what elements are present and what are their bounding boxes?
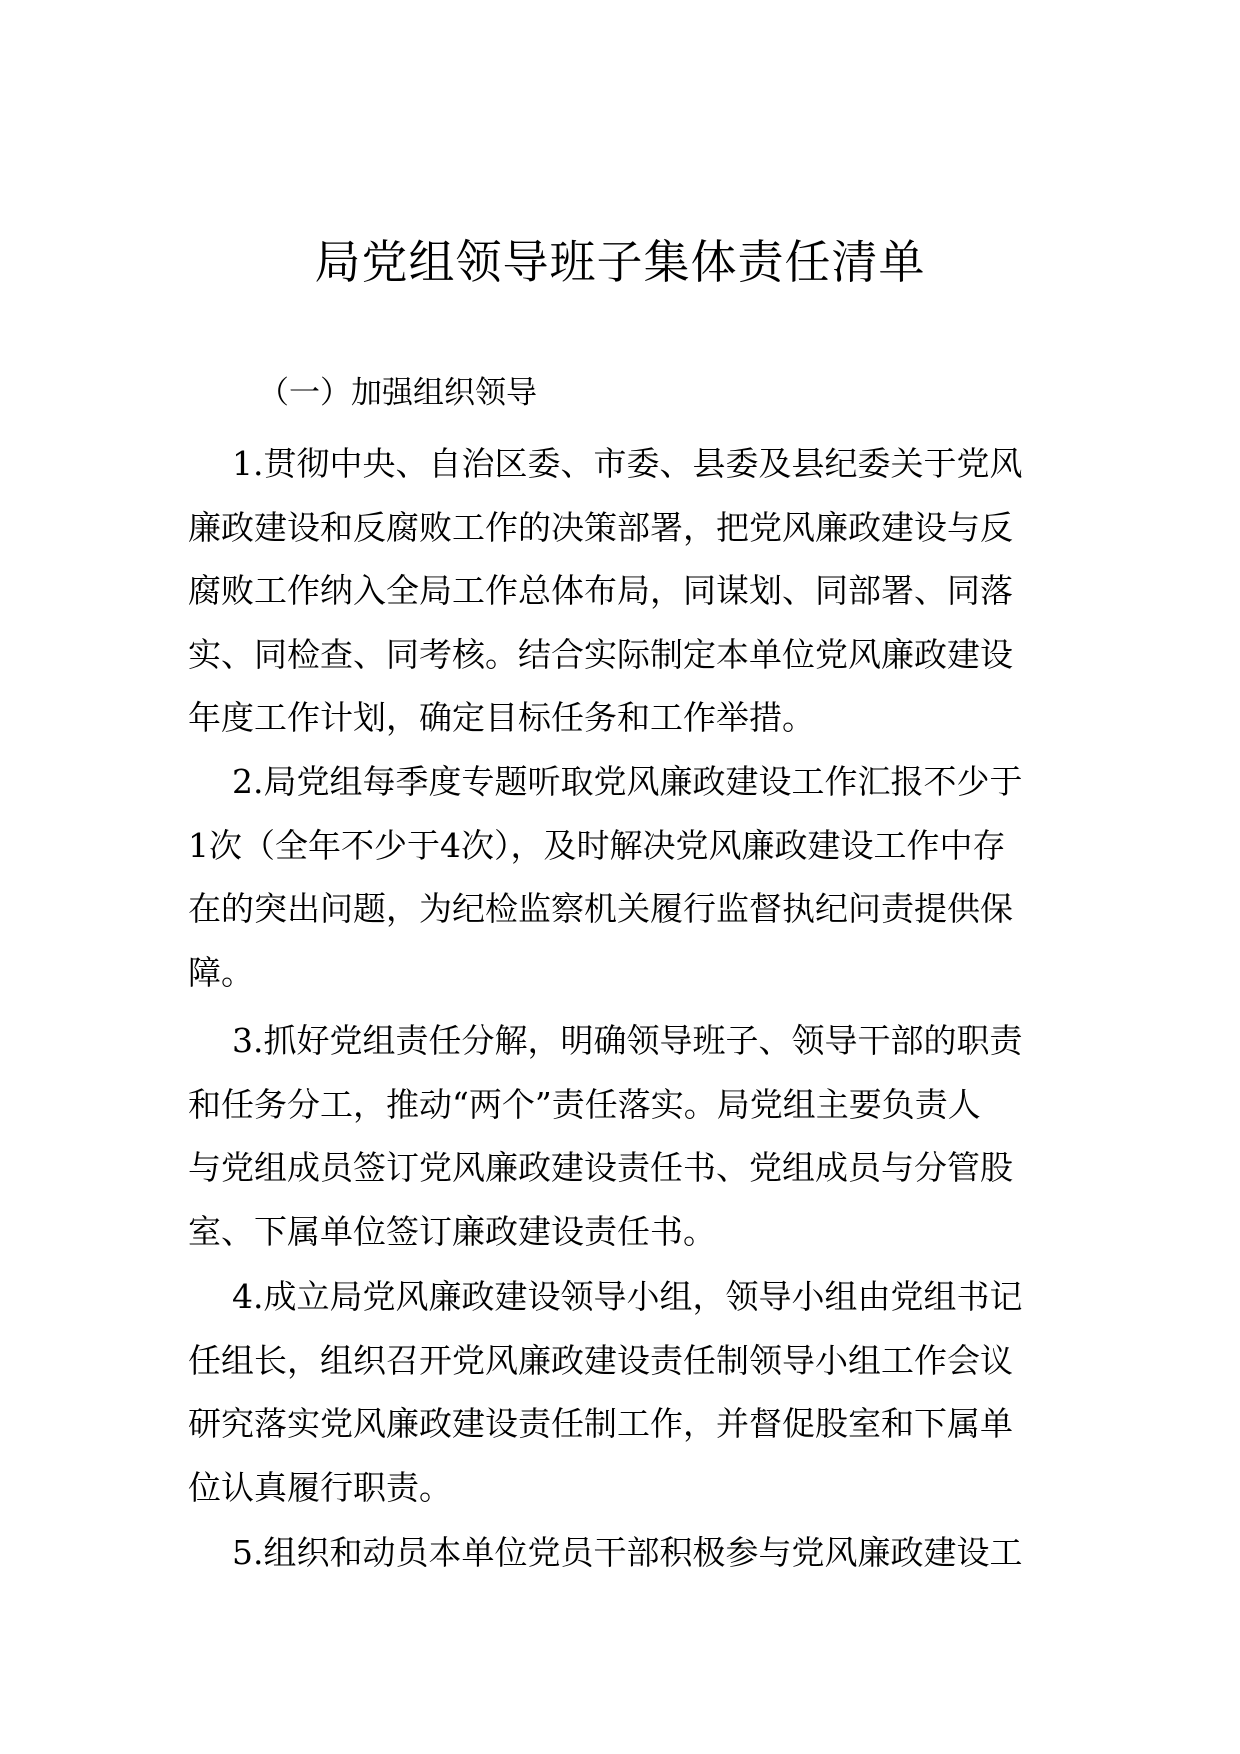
paragraph-line: 4.成立局党风廉政建设领导小组，领导小组由党组书记 bbox=[232, 1277, 1023, 1316]
paragraph-line: 研究落实党风廉政建设责任制工作，并督促股室和下属单 bbox=[188, 1404, 1013, 1443]
paragraph-line: 室、下属单位签订廉政建设责任书。 bbox=[188, 1211, 716, 1251]
paragraph-4 bbox=[188, 1265, 1058, 1519]
paragraph-line: 1.贯彻中央、自治区委、市委、县委及县纪委关于党风 bbox=[232, 444, 1023, 483]
paragraph-line: 廉政建设和反腐败工作的决策部署，把党风廉政建设与反 bbox=[188, 507, 1013, 547]
section-heading: （一）加强组织领导 bbox=[258, 375, 537, 411]
paragraph-line: 3.抓好党组责任分解，明确领导班子、领导干部的职责 bbox=[232, 1021, 1023, 1060]
paragraph-5 bbox=[188, 1521, 1058, 1585]
paragraph-line: 腐败工作纳入全局工作总体布局，同谋划、同部署、同落 bbox=[188, 571, 1013, 610]
paragraph-line: 2.局党组每季度专题听取党风廉政建设工作汇报不少于 bbox=[232, 762, 1023, 801]
document-title: 局党组领导班子集体责任清单 bbox=[314, 235, 926, 289]
paragraph-line: 在的突出问题，为纪检监察机关履行监督执纪问责提供保 bbox=[188, 889, 1013, 928]
paragraph-line: 5.组织和动员本单位党员干部积极参与党风廉政建设工 bbox=[232, 1533, 1023, 1572]
paragraph-line: 障。 bbox=[188, 952, 254, 992]
paragraph-1 bbox=[188, 432, 1058, 750]
paragraph-line: 实、同检查、同考核。结合实际制定本单位党风廉政建设 bbox=[188, 634, 1013, 674]
paragraph-line: 与党组成员签订党风廉政建设责任书、党组成员与分管股 bbox=[188, 1148, 1013, 1187]
paragraph-2 bbox=[188, 750, 1058, 1004]
paragraph-line: 1次（全年不少于4次），及时解决党风廉政建设工作中存 bbox=[188, 825, 1006, 865]
paragraph-line: 年度工作计划，确定目标任务和工作举措。 bbox=[188, 698, 815, 737]
paragraph-line: 任组长，组织召开党风廉政建设责任制领导小组工作会议 bbox=[188, 1340, 1013, 1380]
paragraph-3 bbox=[188, 1009, 1058, 1263]
paragraph-line: 和任务分工，推动“两个”责任落实。局党组主要负责人 bbox=[188, 1084, 981, 1124]
paragraph-line: 位认真履行职责。 bbox=[188, 1467, 452, 1507]
